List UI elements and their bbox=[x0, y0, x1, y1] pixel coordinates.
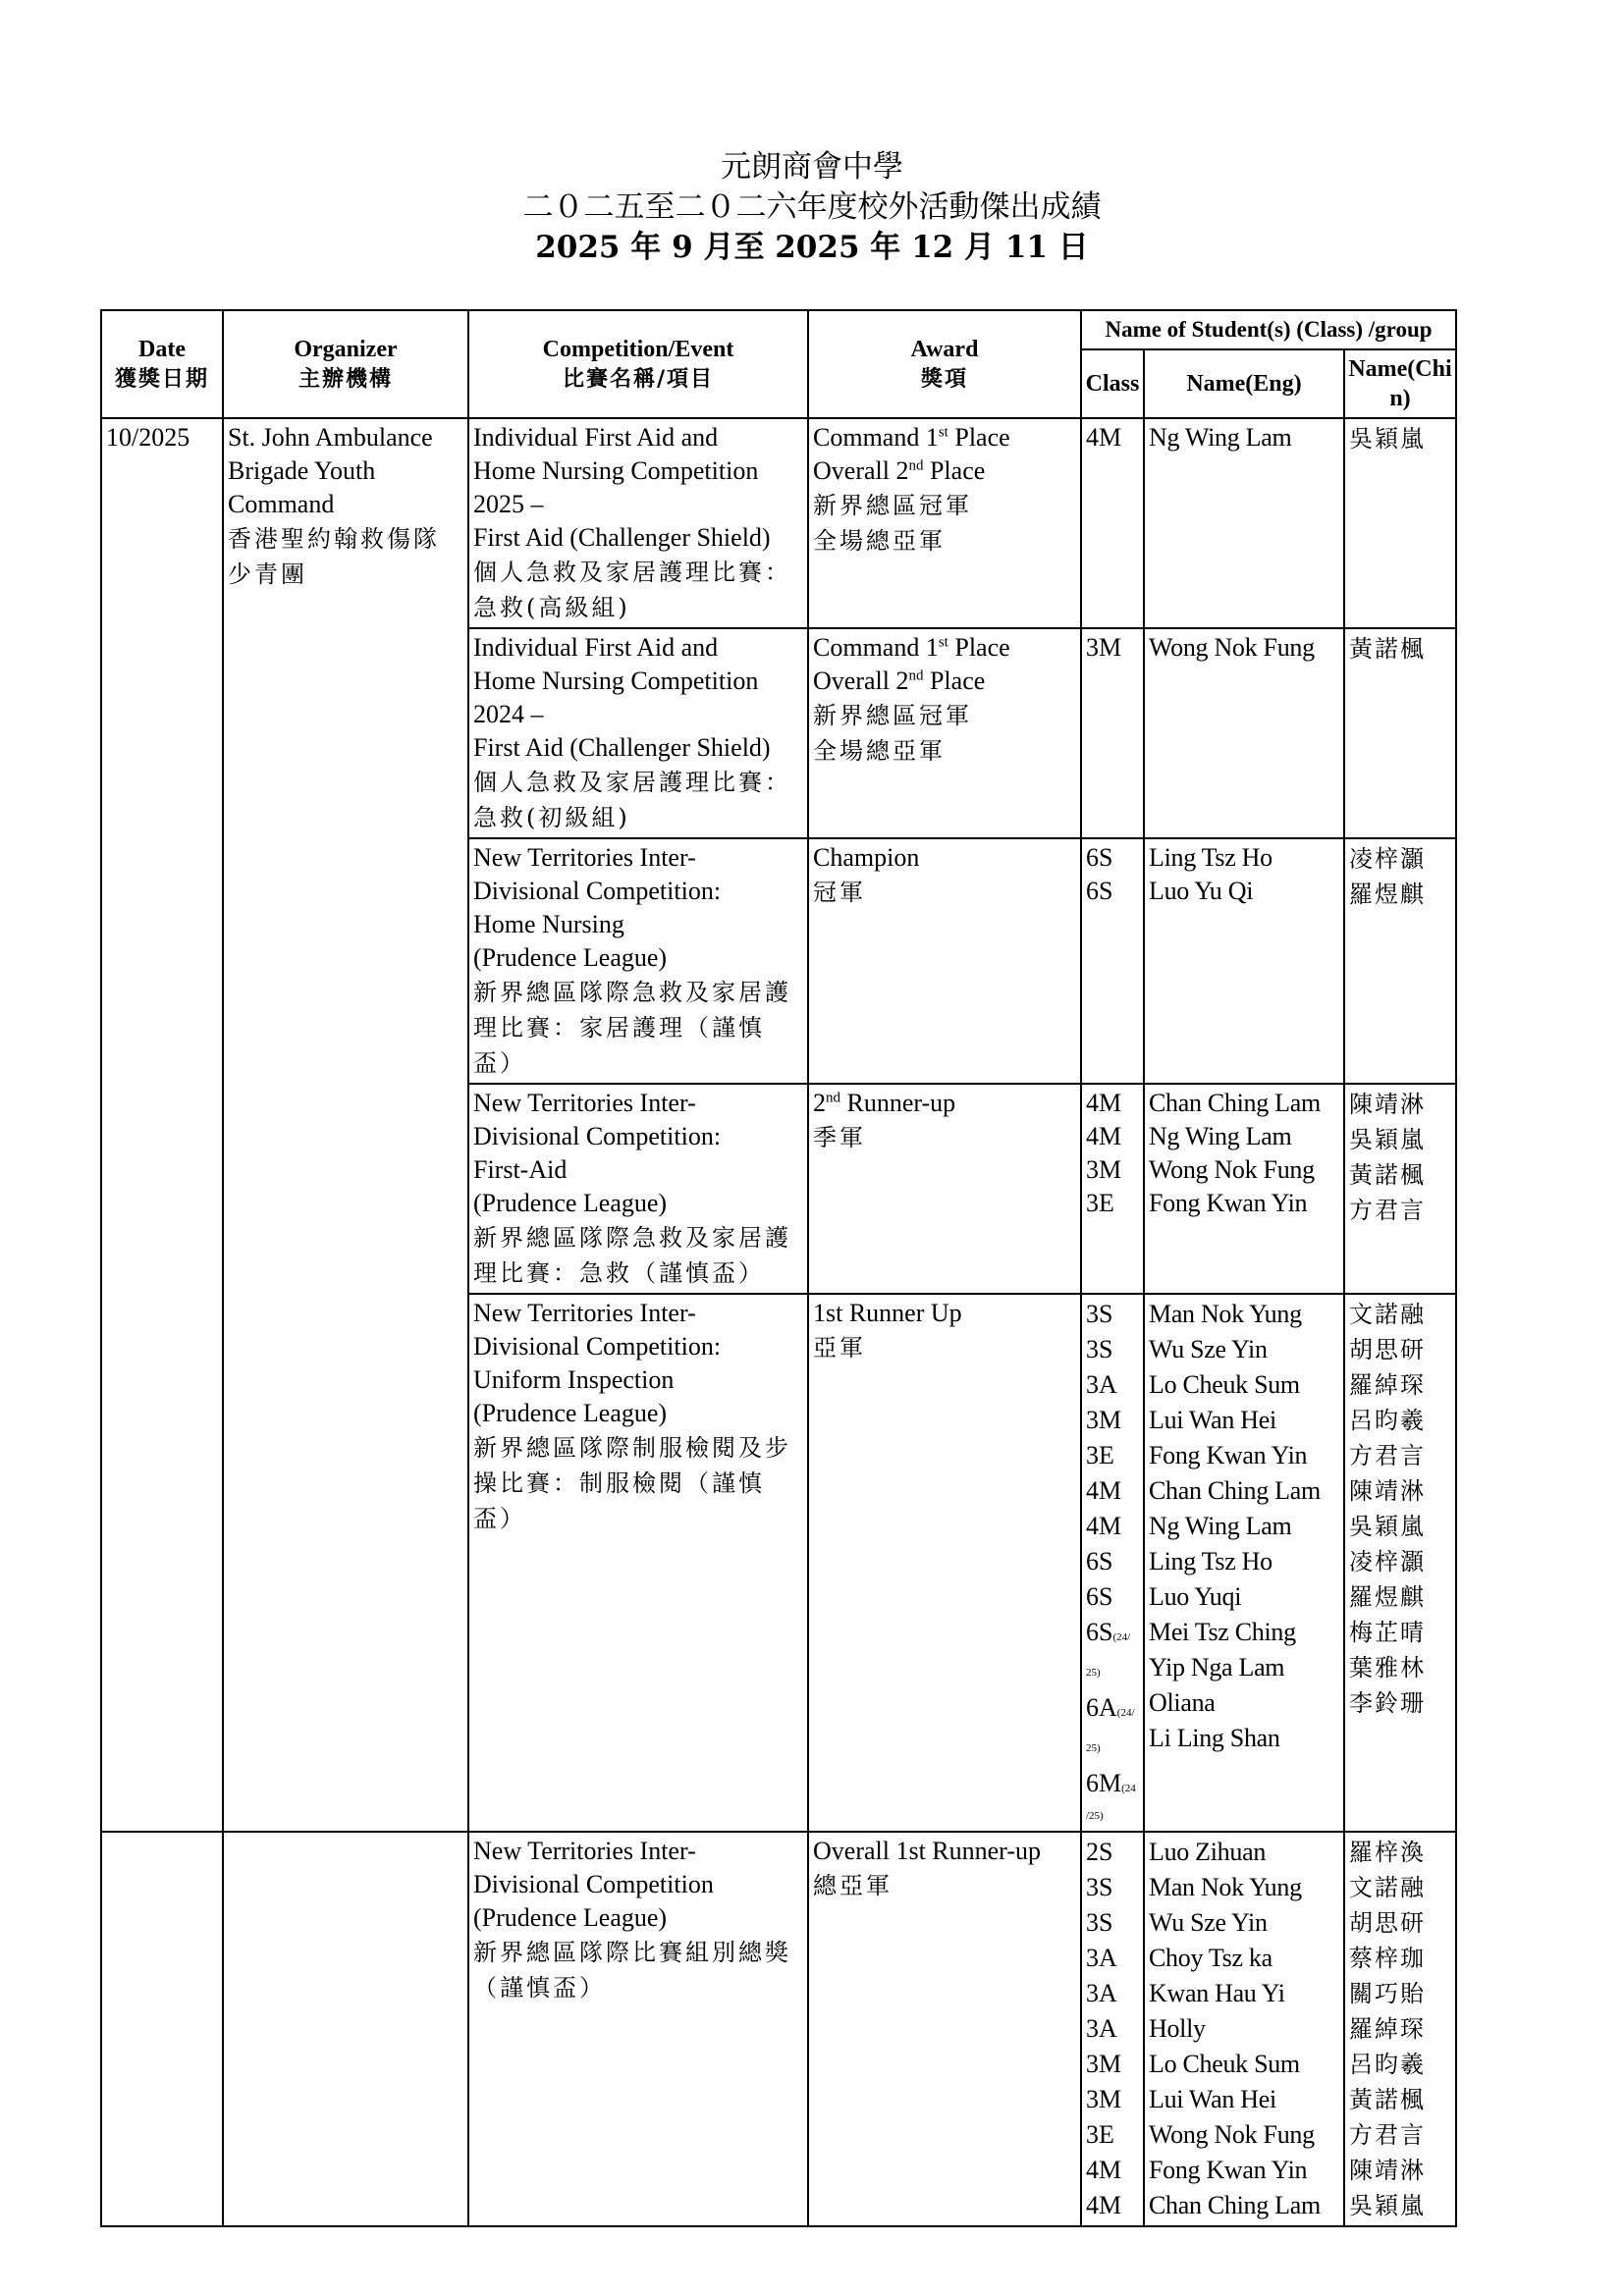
student-name-chin: 吳穎嵐 bbox=[1349, 1126, 1426, 1153]
student-name-chin: 陳靖淋 bbox=[1349, 2157, 1426, 2184]
award-zh: 全場總亞軍 bbox=[813, 527, 946, 555]
class-value: 3E bbox=[1086, 1441, 1114, 1469]
name-eng-cell bbox=[1144, 1832, 1344, 2226]
event-en-line: New Territories Inter- bbox=[473, 1299, 696, 1327]
award-cell bbox=[808, 628, 1081, 838]
student-name-chin: 蔡梓珈 bbox=[1349, 1945, 1426, 1972]
student-name-eng: Chan Ching Lam bbox=[1149, 2191, 1321, 2219]
event-en-line: Divisional Competition: bbox=[473, 1122, 722, 1150]
student-name-chin: 葉雅林 bbox=[1349, 1654, 1426, 1682]
class-cell bbox=[1081, 1294, 1144, 1832]
class-value: 3M bbox=[1086, 2050, 1122, 2078]
class-value: 6S bbox=[1086, 877, 1113, 905]
class-cell bbox=[1081, 418, 1144, 628]
student-name-eng: Ling Tsz Ho bbox=[1149, 843, 1272, 872]
student-name-eng: Li Ling Shan bbox=[1149, 1724, 1280, 1752]
award-en: Overall 1st Runner-up bbox=[813, 1837, 1041, 1865]
student-name-eng: Luo Yuqi bbox=[1149, 1582, 1242, 1611]
col-award bbox=[808, 310, 1081, 418]
student-name-chin: 方君言 bbox=[1349, 2121, 1426, 2149]
student-name-eng: Wong Nok Fung bbox=[1149, 633, 1315, 662]
student-name-eng: Ling Tsz Ho bbox=[1149, 1547, 1272, 1575]
report-title: 二０二五至二０二六年度校外活動傑出成績 bbox=[522, 189, 1102, 225]
class-value: 4M bbox=[1086, 1512, 1122, 1540]
class-value: 3M bbox=[1086, 1155, 1122, 1184]
organizer-en-line: Brigade Youth bbox=[228, 456, 376, 485]
award-cell bbox=[808, 838, 1081, 1084]
student-name-eng: Holly bbox=[1149, 2014, 1206, 2043]
class-value: 6A(24/ bbox=[1086, 1693, 1135, 1722]
student-name-chin: 羅綽琛 bbox=[1349, 1371, 1426, 1399]
award-en: 1st Runner Up bbox=[813, 1299, 962, 1327]
student-name-eng: Fong Kwan Yin bbox=[1149, 1189, 1308, 1217]
name-chin-cell bbox=[1344, 1294, 1456, 1832]
student-name-chin: 呂昀羲 bbox=[1349, 2051, 1426, 2078]
student-name-eng: Lo Cheuk Sum bbox=[1149, 2050, 1300, 2078]
event-en-line: (Prudence League) bbox=[473, 1189, 668, 1217]
name-eng-cell bbox=[1144, 418, 1344, 628]
class-value: 6S(24/ bbox=[1086, 1618, 1131, 1646]
class-value: 3M bbox=[1086, 633, 1122, 662]
student-name-chin: 吳穎嵐 bbox=[1349, 1513, 1426, 1540]
class-value: 6S bbox=[1086, 1582, 1113, 1611]
award-zh: 總亞軍 bbox=[813, 1872, 893, 1899]
student-name-chin: 關巧貽 bbox=[1349, 1980, 1426, 2007]
award-line: Command 1st Place bbox=[813, 423, 1010, 452]
student-name-chin: 吳穎嵐 bbox=[1349, 2192, 1426, 2219]
award-cell bbox=[808, 1084, 1081, 1294]
class-value: 6S bbox=[1086, 1547, 1113, 1575]
student-name-eng: Kwan Hau Yi bbox=[1149, 1979, 1285, 2007]
class-value: 3S bbox=[1086, 1300, 1113, 1328]
student-name-chin: 羅綽琛 bbox=[1349, 2015, 1426, 2043]
student-name-eng: Lui Wan Hei bbox=[1149, 2085, 1276, 2113]
col-date bbox=[101, 310, 223, 418]
event-zh: 個人急救及家居護理比賽：急救(初級組) bbox=[473, 769, 791, 831]
page-header bbox=[0, 147, 1624, 268]
event-en-line: Home Nursing Competition bbox=[473, 456, 759, 485]
student-name-eng: Oliana bbox=[1149, 1688, 1216, 1717]
class-value: 3M bbox=[1086, 2085, 1122, 2113]
class-value: 4M bbox=[1086, 2191, 1122, 2219]
class-cell bbox=[1081, 1084, 1144, 1294]
class-value: 4M bbox=[1086, 423, 1122, 452]
event-zh: 新界總區隊際制服檢閱及步操比賽：制服檢閱（謹慎盃） bbox=[473, 1434, 791, 1532]
event-en-line: First Aid (Challenger Shield) bbox=[473, 733, 771, 762]
name-chin-cell bbox=[1344, 1084, 1456, 1294]
table-row bbox=[101, 1832, 1456, 2226]
award-zh: 亞軍 bbox=[813, 1334, 866, 1362]
class-value: 3E bbox=[1086, 2120, 1114, 2149]
student-name-chin: 李鈴珊 bbox=[1349, 1689, 1426, 1717]
class-value-year: /25) bbox=[1086, 1810, 1104, 1822]
student-name-chin: 呂昀羲 bbox=[1349, 1407, 1426, 1434]
student-name-eng: Man Nok Yung bbox=[1149, 1300, 1302, 1328]
award-zh: 全場總亞軍 bbox=[813, 737, 946, 765]
award-en: Champion bbox=[813, 843, 920, 872]
awards-table bbox=[100, 309, 1457, 2227]
col-students: Name of Student(s) (Class) /group bbox=[1081, 310, 1456, 349]
class-value: 3A bbox=[1086, 1944, 1117, 1972]
class-value: 4M bbox=[1086, 1089, 1122, 1117]
col-name-eng: Name(Eng) bbox=[1144, 349, 1344, 418]
event-en-line: Home Nursing Competition bbox=[473, 667, 759, 695]
col-organizer-en: Organizer bbox=[294, 337, 398, 362]
award-zh: 新界總區冠軍 bbox=[813, 492, 972, 519]
student-name-chin: 吳穎嵐 bbox=[1349, 425, 1426, 453]
class-value: 3S bbox=[1086, 1335, 1113, 1363]
student-name-eng: Lui Wan Hei bbox=[1149, 1406, 1276, 1434]
award-line: Command 1st Place bbox=[813, 633, 1010, 662]
award-line: 2nd Runner-up bbox=[813, 1089, 956, 1117]
event-zh: （謹慎盃） bbox=[473, 1974, 606, 2002]
event-en-line: Home Nursing bbox=[473, 910, 624, 938]
event-en-line: New Territories Inter- bbox=[473, 1089, 696, 1117]
award-zh: 新界總區冠軍 bbox=[813, 702, 972, 729]
event-en-line: First-Aid bbox=[473, 1155, 568, 1184]
award-cell bbox=[808, 1832, 1081, 2226]
student-name-chin: 文諾融 bbox=[1349, 1301, 1426, 1328]
student-name-chin: 方君言 bbox=[1349, 1442, 1426, 1469]
student-name-eng: Choy Tsz ka bbox=[1149, 1944, 1272, 1972]
award-zh: 冠軍 bbox=[813, 879, 866, 906]
event-en-line: New Territories Inter- bbox=[473, 1837, 696, 1865]
col-organizer-zh: 主辦機構 bbox=[298, 366, 393, 392]
col-event-zh: 比賽名稱/項目 bbox=[562, 366, 715, 392]
class-value: 4M bbox=[1086, 1476, 1122, 1505]
student-name-chin: 陳靖淋 bbox=[1349, 1091, 1426, 1118]
name-chin-cell bbox=[1344, 418, 1456, 628]
student-name-chin: 胡思研 bbox=[1349, 1336, 1426, 1363]
event-cell bbox=[468, 1294, 808, 1832]
student-name-eng: Ng Wing Lam bbox=[1149, 1122, 1292, 1150]
class-value: 3M bbox=[1086, 1406, 1122, 1434]
name-eng-cell bbox=[1144, 1084, 1344, 1294]
class-value: 6M(24 bbox=[1086, 1769, 1136, 1797]
student-name-chin: 梅芷晴 bbox=[1349, 1619, 1426, 1646]
class-value: 3S bbox=[1086, 1873, 1113, 1901]
event-zh: 新界總區隊際急救及家居護理比賽：急救（謹慎盃） bbox=[473, 1224, 791, 1287]
student-name-chin: 黃諾楓 bbox=[1349, 635, 1426, 663]
class-value: 3E bbox=[1086, 1189, 1114, 1217]
class-value-year: 25) bbox=[1086, 1667, 1101, 1679]
student-name-eng: Man Nok Yung bbox=[1149, 1873, 1302, 1901]
event-en-line: (Prudence League) bbox=[473, 1399, 668, 1427]
class-cell bbox=[1081, 628, 1144, 838]
event-en-line: 2024 – bbox=[473, 700, 544, 728]
organizer-en-line: Command bbox=[228, 490, 335, 518]
student-name-eng: Ng Wing Lam bbox=[1149, 1512, 1292, 1540]
student-name-eng: Ng Wing Lam bbox=[1149, 423, 1292, 452]
student-name-chin: 黃諾楓 bbox=[1349, 1161, 1426, 1189]
class-value: 3A bbox=[1086, 1370, 1117, 1399]
award-line: Overall 2nd Place bbox=[813, 456, 986, 485]
class-value: 3A bbox=[1086, 2014, 1117, 2043]
event-en-line: 2025 – bbox=[473, 490, 544, 518]
event-en-line: Individual First Aid and bbox=[473, 423, 719, 452]
award-cell bbox=[808, 1294, 1081, 1832]
class-cell bbox=[1081, 838, 1144, 1084]
class-value: 4M bbox=[1086, 1122, 1122, 1150]
student-name-chin: 羅煜麒 bbox=[1349, 1583, 1426, 1611]
class-cell bbox=[1081, 1832, 1144, 2226]
student-name-eng: Chan Ching Lam bbox=[1149, 1089, 1321, 1117]
col-date-zh: 獲獎日期 bbox=[114, 366, 209, 392]
event-en-line: First Aid (Challenger Shield) bbox=[473, 523, 771, 552]
date-cell: 10/2025 bbox=[101, 418, 223, 1832]
event-cell bbox=[468, 628, 808, 838]
student-name-chin: 黃諾楓 bbox=[1349, 2086, 1426, 2113]
class-value: 3S bbox=[1086, 1908, 1113, 1937]
award-zh: 季軍 bbox=[813, 1124, 866, 1151]
school-name: 元朗商會中學 bbox=[721, 149, 903, 185]
col-event-en: Competition/Event bbox=[542, 337, 734, 362]
student-name-chin: 胡思研 bbox=[1349, 1909, 1426, 1937]
event-en-line: New Territories Inter- bbox=[473, 843, 696, 872]
organizer-en-line: St. John Ambulance bbox=[228, 423, 433, 452]
student-name-chin: 文諾融 bbox=[1349, 1874, 1426, 1901]
student-name-chin: 羅梓渙 bbox=[1349, 1839, 1426, 1866]
student-name-eng: Wu Sze Yin bbox=[1149, 1335, 1268, 1363]
col-award-zh: 獎項 bbox=[920, 366, 968, 392]
student-name-chin: 方君言 bbox=[1349, 1197, 1426, 1224]
class-value: 3A bbox=[1086, 1979, 1117, 2007]
student-name-eng: Yip Nga Lam bbox=[1149, 1653, 1285, 1682]
col-organizer bbox=[223, 310, 468, 418]
student-name-eng: Wu Sze Yin bbox=[1149, 1908, 1268, 1937]
event-cell bbox=[468, 838, 808, 1084]
event-cell bbox=[468, 1084, 808, 1294]
name-eng-cell bbox=[1144, 1294, 1344, 1832]
student-name-eng: Fong Kwan Yin bbox=[1149, 2156, 1308, 2184]
event-en-line: (Prudence League) bbox=[473, 943, 668, 972]
col-class: Class bbox=[1081, 349, 1144, 418]
col-date-en: Date bbox=[138, 337, 186, 362]
event-en-line: Divisional Competition: bbox=[473, 877, 722, 905]
col-award-en: Award bbox=[910, 337, 979, 362]
award-line: Overall 2nd Place bbox=[813, 667, 986, 695]
student-name-eng: Chan Ching Lam bbox=[1149, 1476, 1321, 1505]
event-en-line: Divisional Competition bbox=[473, 1870, 714, 1898]
name-eng-cell bbox=[1144, 628, 1344, 838]
class-value-year: 25) bbox=[1086, 1742, 1101, 1754]
event-en-line: Uniform Inspection bbox=[473, 1365, 675, 1394]
student-name-chin: 羅煜麒 bbox=[1349, 881, 1426, 908]
award-cell bbox=[808, 418, 1081, 628]
name-eng-cell bbox=[1144, 838, 1344, 1084]
event-zh: 新界總區隊際比賽組別總獎 bbox=[473, 1939, 791, 1966]
name-chin-cell bbox=[1344, 1832, 1456, 2226]
event-cell bbox=[468, 1832, 808, 2226]
event-en-line: Divisional Competition: bbox=[473, 1332, 722, 1361]
event-zh: 新界總區隊際急救及家居護理比賽：家居護理（謹慎盃） bbox=[473, 979, 791, 1077]
report-period: 2025 年 9 月至 2025 年 12 月 11 日 bbox=[535, 230, 1089, 265]
student-name-eng: Fong Kwan Yin bbox=[1149, 1441, 1308, 1469]
event-en-line: (Prudence League) bbox=[473, 1903, 668, 1932]
event-zh: 個人急救及家居護理比賽：急救(高級組) bbox=[473, 559, 791, 621]
organizer-zh: 香港聖約翰救傷隊少青團 bbox=[228, 525, 440, 588]
col-event bbox=[468, 310, 808, 418]
class-value: 4M bbox=[1086, 2156, 1122, 2184]
table-row bbox=[101, 418, 1456, 628]
header-row-1 bbox=[101, 310, 1456, 349]
student-name-eng: Luo Zihuan bbox=[1149, 1838, 1267, 1866]
event-cell bbox=[468, 418, 808, 628]
organizer-cell bbox=[223, 418, 468, 1832]
organizer-cell-empty bbox=[223, 1832, 468, 2226]
class-value: 2S bbox=[1086, 1838, 1113, 1866]
student-name-chin: 凌梓灝 bbox=[1349, 845, 1426, 873]
class-value: 6S bbox=[1086, 843, 1113, 872]
name-chin-cell bbox=[1344, 628, 1456, 838]
student-name-eng: Wong Nok Fung bbox=[1149, 1155, 1315, 1184]
student-name-eng: Lo Cheuk Sum bbox=[1149, 1370, 1300, 1399]
student-name-eng: Wong Nok Fung bbox=[1149, 2120, 1315, 2149]
name-chin-cell bbox=[1344, 838, 1456, 1084]
student-name-eng: Luo Yu Qi bbox=[1149, 877, 1254, 905]
event-en-line: Individual First Aid and bbox=[473, 633, 719, 662]
student-name-eng: Mei Tsz Ching bbox=[1149, 1618, 1296, 1646]
student-name-chin: 凌梓灝 bbox=[1349, 1548, 1426, 1575]
col-name-chin: Name(Chin) bbox=[1344, 349, 1456, 418]
date-cell-empty bbox=[101, 1832, 223, 2226]
student-name-chin: 陳靖淋 bbox=[1349, 1477, 1426, 1505]
